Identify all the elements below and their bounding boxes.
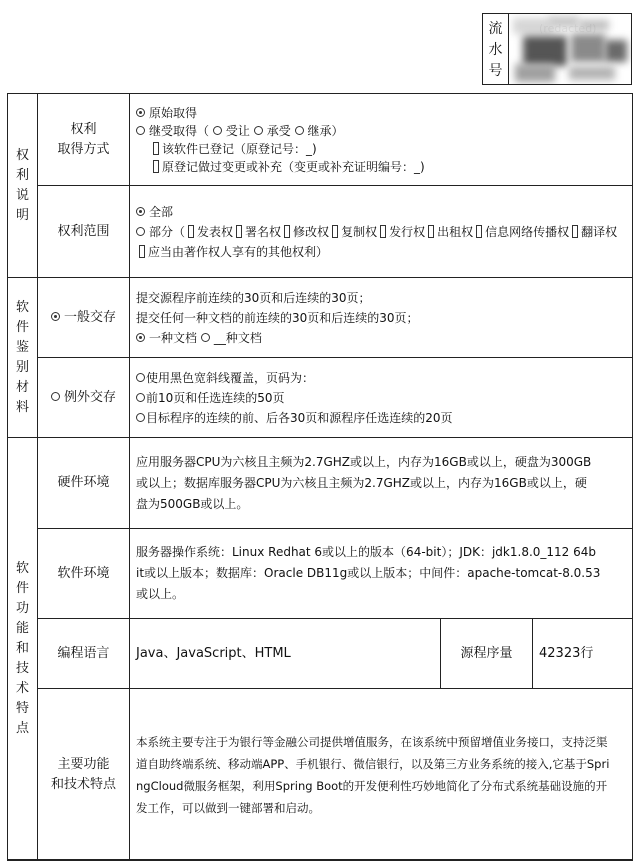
serial-label: 流 水 号 bbox=[483, 14, 509, 84]
radio-icon bbox=[295, 126, 304, 135]
radio-icon bbox=[213, 126, 222, 135]
changed-option[interactable]: 原登记做过变更或补充（变更或补充证明编号：_) bbox=[136, 158, 626, 176]
lines-value: 42323行 bbox=[533, 619, 633, 689]
radio-icon bbox=[201, 333, 210, 342]
registered-option[interactable]: 该软件已登记（原登记号：_) bbox=[136, 140, 626, 158]
radio-icon bbox=[136, 108, 145, 117]
radio-icon bbox=[136, 207, 145, 216]
checkbox-icon bbox=[380, 225, 386, 238]
general-deposit-label[interactable]: 一般交存 bbox=[38, 278, 130, 358]
general-deposit-content: 提交源程序前连续的30页和后连续的30页； 提交任何一种文档的前连续的30页和后连续的30页； 一种文档 __种文档 bbox=[130, 278, 633, 358]
checkbox-icon bbox=[188, 225, 194, 238]
radio-icon bbox=[136, 227, 145, 236]
software-content: 服务器操作系统：Linux Redhat 6或以上的版本（64-bit）；JDK：jdk1.8.0_112 64b it或以上版本；数据库：Oracle DB11g或以上版本；中间件：apache-tomcat-8.0.53 或以上。 bbox=[130, 529, 633, 619]
hardware-content: 应用服务器CPU为六核且主频为2.7GHZ或以上，内存为16GB或以上，硬盘为300GB 或以上；数据库服务器CPU为六核且主频为2.7GHZ或以上，内存为16GB或以上，硬 盘为500GB或以上。 bbox=[130, 438, 633, 529]
language-value: Java、JavaScript、HTML bbox=[130, 619, 441, 689]
inherited-option[interactable]: 继受取得（ 受让 承受 继承） bbox=[136, 122, 626, 140]
original-option[interactable]: 原始取得 bbox=[136, 104, 626, 122]
radio-icon bbox=[254, 126, 263, 135]
checkbox-icon bbox=[332, 225, 338, 238]
rights-section-label: 权 利 说 明 bbox=[7, 94, 38, 278]
exception-deposit-content: 使用黑色宽斜线覆盖，页码为： 前10页和任选连续的50页 目标程序的连续的前、后各30页和源程序任选连续的20页 bbox=[130, 358, 633, 438]
radio-icon bbox=[136, 333, 145, 342]
checkbox-icon bbox=[284, 225, 290, 238]
radio-icon bbox=[136, 126, 145, 135]
radio-icon bbox=[136, 373, 145, 382]
hardware-label: 硬件环境 bbox=[38, 438, 130, 529]
rights-scope-content bbox=[130, 186, 633, 278]
software-label: 软件环境 bbox=[38, 529, 130, 619]
registration-table bbox=[7, 93, 633, 860]
main-features-content: 本系统主要专注于为银行等金融公司提供增值服务，在该系统中预留增值业务接口，支持泛渠 道自助终端系统、移动端APP、手机银行、微信银行，以及第三方业务系统的接入,它基于Spri ngCloud微服务框架，利用Spring Boot的开发便利性巧妙地简化了分布式系统基础设施的开 发工作，可以做到一键部署和启动。 bbox=[130, 689, 633, 861]
checkbox-icon bbox=[572, 225, 578, 238]
rights-method-content bbox=[130, 94, 633, 186]
radio-icon bbox=[136, 393, 145, 402]
exception-deposit-label[interactable]: 例外交存 bbox=[38, 358, 130, 438]
checkbox-icon bbox=[139, 245, 145, 258]
lines-label: 源程序量 bbox=[441, 619, 533, 689]
checkbox-icon bbox=[428, 225, 434, 238]
checkbox-icon bbox=[236, 225, 242, 238]
checkbox-icon bbox=[153, 142, 159, 155]
radio-icon bbox=[136, 413, 145, 422]
main-features-label: 主要功能 和技术特点 bbox=[38, 689, 130, 861]
checkbox-icon bbox=[476, 225, 482, 238]
rights-scope-label: 权利范围 bbox=[38, 186, 130, 278]
language-label: 编程语言 bbox=[38, 619, 130, 689]
serial-number-box bbox=[482, 13, 632, 85]
features-section-label: 软 件 功 能 和 技 术 特 点 bbox=[7, 438, 38, 861]
scope-all-option[interactable]: 全部 bbox=[136, 202, 626, 222]
rights-method-label: 权利 取得方式 bbox=[38, 94, 130, 186]
scope-partial-option[interactable]: 部分（ 发表权 署名权 修改权 复制权 发行权 出租权 信息网络传播权 翻译权应当由著作权人享有的其他权利） bbox=[136, 222, 626, 262]
serial-redacted-value: (redacted) bbox=[509, 14, 631, 84]
radio-icon bbox=[51, 392, 60, 401]
radio-icon bbox=[51, 312, 60, 321]
deposit-section-label: 软 件 鉴 别 材 料 bbox=[7, 278, 38, 438]
doc-options[interactable]: 一种文档 __种文档 bbox=[136, 328, 626, 348]
checkbox-icon bbox=[153, 160, 159, 173]
